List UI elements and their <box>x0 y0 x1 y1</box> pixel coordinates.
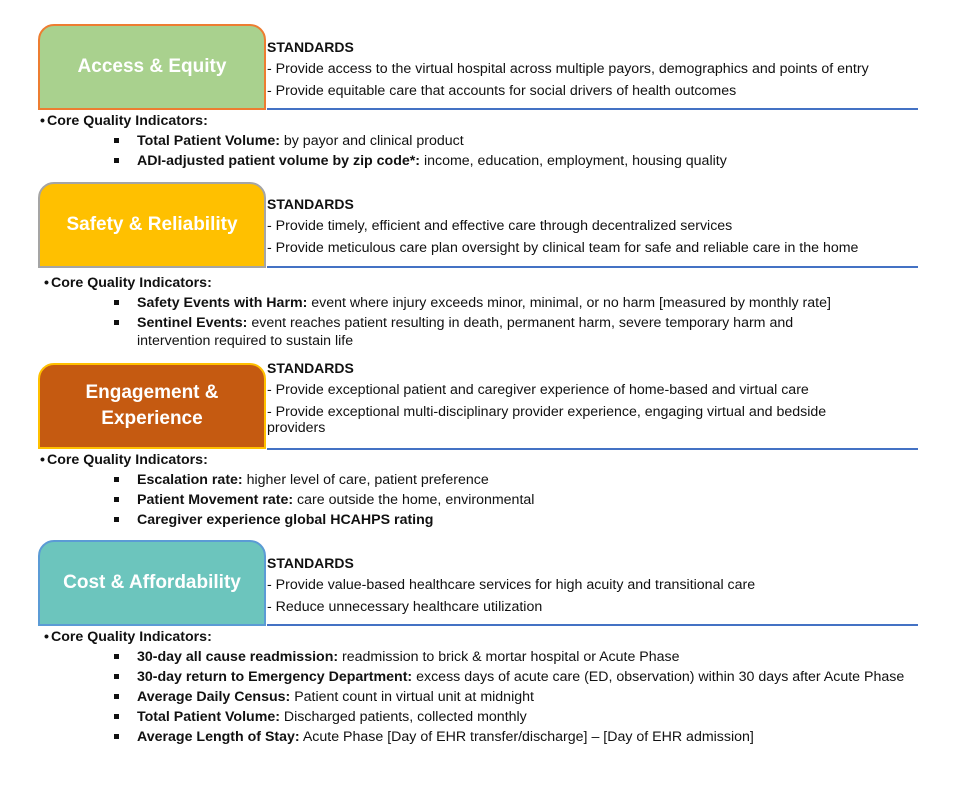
square-bullet-icon <box>114 674 119 679</box>
indicator-label: Caregiver experience global HCAHPS rating <box>137 512 434 528</box>
standard-item: - Provide timely, efficient and effective care through decentralized services <box>267 218 733 234</box>
indicator-label: Average Daily Census: <box>137 689 291 705</box>
indicator-item <box>44 727 897 747</box>
indicator-item <box>44 707 897 727</box>
standards-block <box>267 357 918 450</box>
indicator-text: by payor and clinical product <box>279 133 464 149</box>
bullet-icon: • <box>40 452 45 468</box>
bullet-icon: • <box>44 275 49 291</box>
standards-block <box>267 552 918 626</box>
indicator-item <box>40 510 897 530</box>
square-bullet-icon <box>114 694 119 699</box>
pillar-title: Access & Equity <box>77 56 227 77</box>
standard-item: - Provide exceptional patient and caregiver experience of home-based and virtual care <box>267 382 809 398</box>
indicator-text: income, education, employment, housing quality <box>420 153 727 169</box>
pillar-box-cost-affordability <box>38 540 266 626</box>
standards-heading: STANDARDS <box>267 360 354 376</box>
indicator-label: Patient Movement rate: <box>137 492 294 508</box>
indicator-item <box>44 293 897 313</box>
square-bullet-icon <box>114 138 119 143</box>
indicators-block <box>40 450 897 530</box>
indicator-text: Discharged patients, collected monthly <box>279 709 527 725</box>
indicator-text: event reaches patient resulting in death, permanent harm, severe temporary harm and intervention required to sustain life <box>137 315 794 349</box>
indicator-label: Sentinel Events: <box>137 315 248 331</box>
indicator-text: readmission to brick & mortar hospital or Acute Phase <box>338 649 680 665</box>
indicator-text: excess days of acute care (ED, observation) within 30 days after Acute Phase <box>412 669 905 685</box>
square-bullet-icon <box>114 158 119 163</box>
indicator-item <box>40 131 897 151</box>
indicator-label: Total Patient Volume: <box>137 709 280 725</box>
indicator-item <box>40 151 897 171</box>
indicator-label: Safety Events with Harm: <box>137 295 308 311</box>
standard-item: - Provide access to the virtual hospital across multiple payors, demographics and points of entry <box>267 61 869 77</box>
indicator-text: event where injury exceeds minor, minimal, or no harm [measured by monthly rate] <box>307 295 831 311</box>
bullet-icon: • <box>40 113 45 129</box>
indicator-item <box>44 687 897 707</box>
indicator-label: Average Length of Stay: <box>137 729 300 745</box>
indicator-item <box>44 667 907 687</box>
standards-block <box>267 193 918 268</box>
standard-item: - Provide value-based healthcare services for high acuity and transitional care <box>267 577 756 593</box>
standard-item: - Reduce unnecessary healthcare utilization <box>267 599 543 615</box>
indicators-heading: • Core Quality Indicators: <box>44 629 212 645</box>
standard-item: - Provide equitable care that accounts for social drivers of health outcomes <box>267 83 737 99</box>
indicators-list <box>40 131 897 171</box>
indicator-item <box>40 470 897 490</box>
standards-heading: STANDARDS <box>267 555 354 571</box>
indicators-heading: • Core Quality Indicators: <box>40 452 208 468</box>
square-bullet-icon <box>114 300 119 305</box>
indicator-text: Acute Phase [Day of EHR transfer/discharge] – [Day of EHR admission] <box>299 729 754 745</box>
indicator-label: Escalation rate: <box>137 472 243 488</box>
square-bullet-icon <box>114 320 119 325</box>
bullet-icon: • <box>44 629 49 645</box>
indicator-label: 30-day return to Emergency Department: <box>137 669 413 685</box>
indicators-block <box>44 627 907 747</box>
indicators-list <box>40 470 897 530</box>
indicators-list <box>44 293 897 351</box>
pillar-box-engagement-experience <box>38 363 266 449</box>
pillar-box-safety-reliability <box>38 182 266 268</box>
indicator-label: ADI-adjusted patient volume by zip code*: <box>137 153 420 169</box>
indicator-text: higher level of care, patient preference <box>242 472 489 488</box>
square-bullet-icon <box>114 477 119 482</box>
standards-block <box>267 36 918 110</box>
pillar-box-access-equity <box>38 24 266 110</box>
indicator-item <box>44 647 897 667</box>
indicators-block <box>40 111 897 171</box>
indicators-heading: • Core Quality Indicators: <box>40 113 208 129</box>
standards-heading: STANDARDS <box>267 196 354 212</box>
square-bullet-icon <box>114 734 119 739</box>
indicator-label: 30-day all cause readmission: <box>137 649 339 665</box>
indicators-list <box>44 647 907 747</box>
standards-heading: STANDARDS <box>267 39 354 55</box>
pillar-title: Safety & Reliability <box>66 214 238 235</box>
pillar-title: Engagement & Experience <box>85 382 219 429</box>
standard-item: - Provide exceptional multi-disciplinary provider experience, engaging virtual and bedside providers <box>267 404 827 436</box>
indicator-text: Patient count in virtual unit at midnight <box>290 689 534 705</box>
square-bullet-icon <box>114 714 119 719</box>
indicator-text: care outside the home, environmental <box>293 492 535 508</box>
indicator-label: Total Patient Volume: <box>137 133 280 149</box>
pillar-title: Cost & Affordability <box>63 572 241 593</box>
indicators-heading: • Core Quality Indicators: <box>44 275 212 291</box>
standard-item: - Provide meticulous care plan oversight by clinical team for safe and reliable care in the home <box>267 240 859 256</box>
indicators-block <box>44 273 897 351</box>
indicator-item <box>44 313 857 351</box>
square-bullet-icon <box>114 517 119 522</box>
square-bullet-icon <box>114 654 119 659</box>
indicator-item <box>40 490 897 510</box>
square-bullet-icon <box>114 497 119 502</box>
